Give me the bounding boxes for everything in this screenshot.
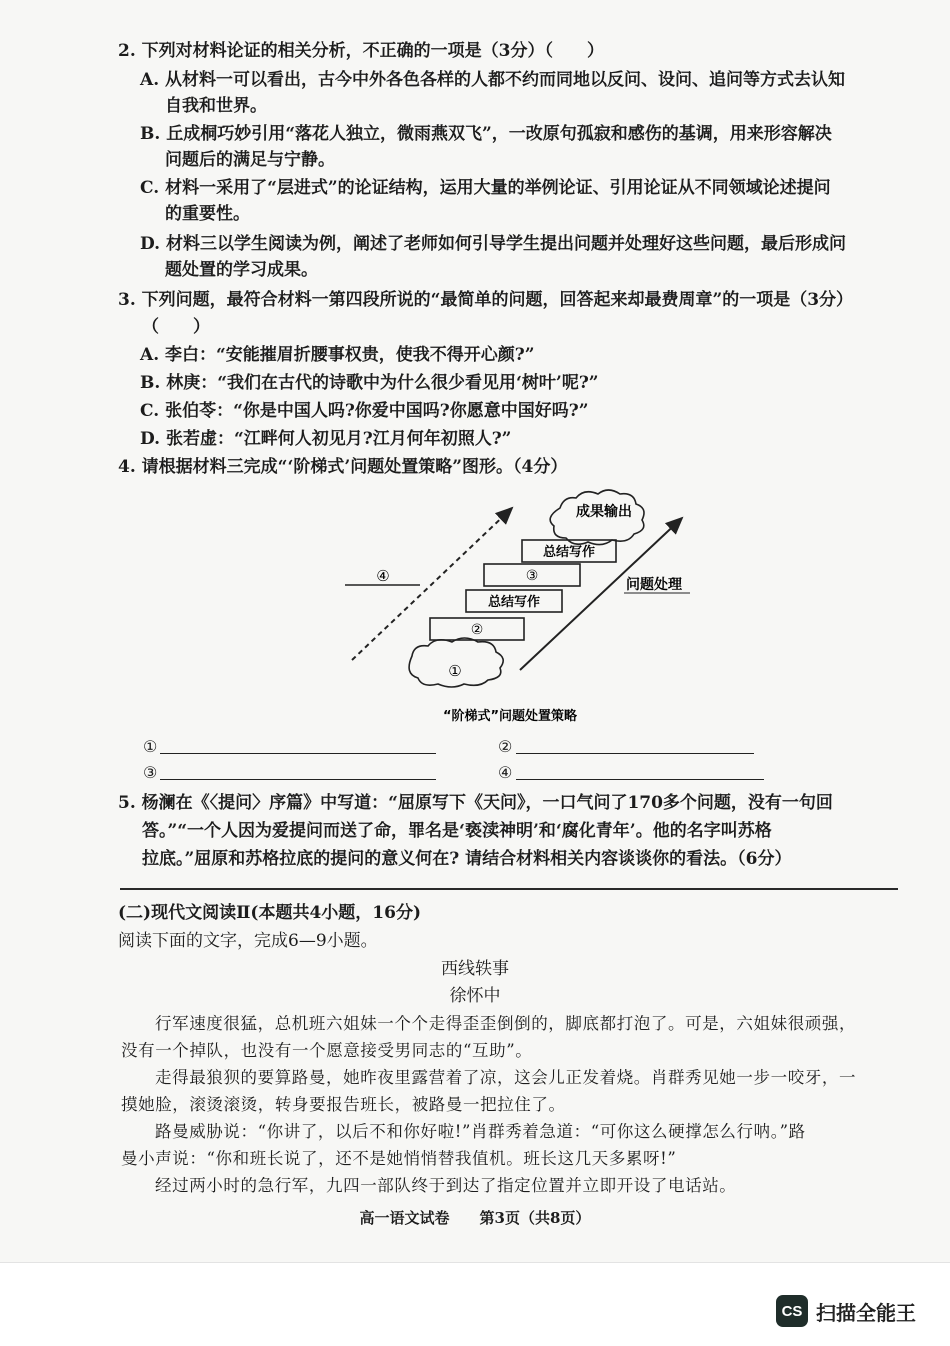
- answer-blank-3[interactable]: [160, 779, 436, 780]
- staircase-diagram: [0, 488, 950, 728]
- passage-p1-line1: 行军速度很猛，总机班六姐妹一个个走得歪歪倒倒的，脚底都打泡了。可是，六姐妹很顽强，: [155, 1014, 857, 1033]
- q4-stem: 4. 请根据材料三完成“‘阶梯式’问题处置策略”图形。（4分）: [118, 457, 568, 477]
- step-3-blank: ③: [525, 568, 539, 584]
- q2-stem: 2. 下列对材料论证的相关分析，不正确的一项是（3分）（ ）: [118, 41, 604, 61]
- step-4-label: 总结写作: [542, 545, 596, 560]
- step-2-label: 总结写作: [487, 595, 541, 610]
- step-1-blank: ②: [470, 622, 484, 638]
- passage-author: 徐怀中: [449, 986, 501, 1006]
- passage-title: 西线轶事: [441, 959, 509, 979]
- q3-answer-paren: （ ）: [142, 317, 210, 337]
- passage-p2-line1: 走得最狼狈的要算路曼，她昨夜里露营着了凉，这会儿正发着烧。肖群秀见她一步一咬牙，一: [155, 1068, 857, 1087]
- scanner-logo: CS: [776, 1295, 808, 1327]
- problem-cloud-blank: ①: [448, 662, 462, 680]
- q2-option-a-line1: A. 从材料一可以看出，古今中外各色各样的人都不约而同地以反问、设问、追问等方式去认知: [140, 70, 846, 90]
- answer-blank-1-label: ①: [143, 737, 158, 756]
- diagram-caption: “阶梯式”问题处置策略: [442, 709, 578, 724]
- q3-option-c: C. 张伯苓：“你是中国人吗?你爱中国吗?你愿意中国好吗?”: [140, 401, 589, 421]
- q2-option-a-line2: 自我和世界。: [165, 96, 267, 116]
- passage-p3-line2: 曼小声说：“你和班长说了，还不是她悄悄替我值机。班长这几天多累呀!”: [121, 1149, 677, 1168]
- passage-p2-line2: 摸她脸，滚烫滚烫，转身要报告班长，被路曼一把拉住了。: [121, 1095, 566, 1114]
- output-cloud-label: 成果输出: [576, 504, 632, 520]
- section2-instruction: 阅读下面的文字，完成6—9小题。: [118, 931, 378, 951]
- q5-line2: 答。”“一个人因为爱提问而送了命，罪名是‘亵渎神明’和‘腐化青年’。他的名字叫苏格: [142, 821, 772, 841]
- q2-option-c-line2: 的重要性。: [165, 204, 250, 224]
- q3-stem: 3. 下列问题，最符合材料一第四段所说的“最简单的问题，回答起来却最费周章”的一项是（3分）: [118, 290, 854, 310]
- q2-option-d-line1: D. 材料三以学生阅读为例，阐述了老师如何引导学生提出问题并处理好这些问题，最后形成问: [140, 234, 846, 254]
- passage-p4: 经过两小时的急行军，九四一部队终于到达了指定位置并立即开设了电话站。: [155, 1176, 737, 1195]
- q3-option-a: A. 李白：“安能摧眉折腰事权贵，使我不得开心颜?”: [140, 345, 535, 365]
- left-label-blank: ④: [376, 567, 390, 585]
- q2-option-d-line2: 题处置的学习成果。: [165, 260, 318, 280]
- q3-option-d: D. 张若虚：“江畔何人初见月?江月何年初照人?”: [140, 429, 512, 449]
- answer-blank-4-label: ④: [498, 763, 513, 782]
- q3-option-b: B. 林庚：“我们在古代的诗歌中为什么很少看见用‘树叶’呢?”: [140, 373, 599, 393]
- passage-p1-line2: 没有一个掉队，也没有一个愿意接受男同志的“互助”。: [121, 1041, 533, 1060]
- answer-blank-4[interactable]: [516, 779, 764, 780]
- passage-p3-line1: 路曼威胁说：“你讲了，以后不和你好啦!”肖群秀着急道：“可你这么硬撑怎么行呐。”路: [155, 1122, 806, 1141]
- page-footer: 高一语文试卷 第3页（共8页）: [359, 1209, 591, 1227]
- scanner-brand-name: 扫描全能王: [816, 1300, 916, 1325]
- scanner-brand: [776, 1295, 916, 1327]
- q5-line3: 拉底。”屈原和苏格拉底的提问的意义何在? 请结合材料相关内容谈谈你的看法。（6分）: [142, 849, 792, 869]
- answer-blank-1[interactable]: [160, 753, 436, 754]
- q2-option-b-line2: 问题后的满足与宁静。: [165, 150, 335, 170]
- answer-blank-2[interactable]: [516, 753, 754, 754]
- q2-option-b-line1: B. 丘成桐巧妙引用“落花人独立，微雨燕双飞”，一改原句孤寂和感伤的基调，用来形容解决: [140, 124, 832, 144]
- answer-blank-2-label: ②: [498, 737, 513, 756]
- q5-line1: 5. 杨澜在《〈提问〉序篇》中写道：“屈原写下《天问》，一口气问了170多个问题，没有一句回: [118, 793, 833, 813]
- section2-heading: (二)现代文阅读Ⅱ(本题共4小题，16分): [118, 903, 421, 923]
- q2-option-c-line1: C. 材料一采用了“层进式”的论证结构，运用大量的举例论证、引用论证从不同领域论述提问: [140, 178, 831, 198]
- section-divider: [120, 888, 898, 890]
- right-label: 问题处理: [626, 577, 682, 593]
- answer-blank-3-label: ③: [143, 763, 158, 782]
